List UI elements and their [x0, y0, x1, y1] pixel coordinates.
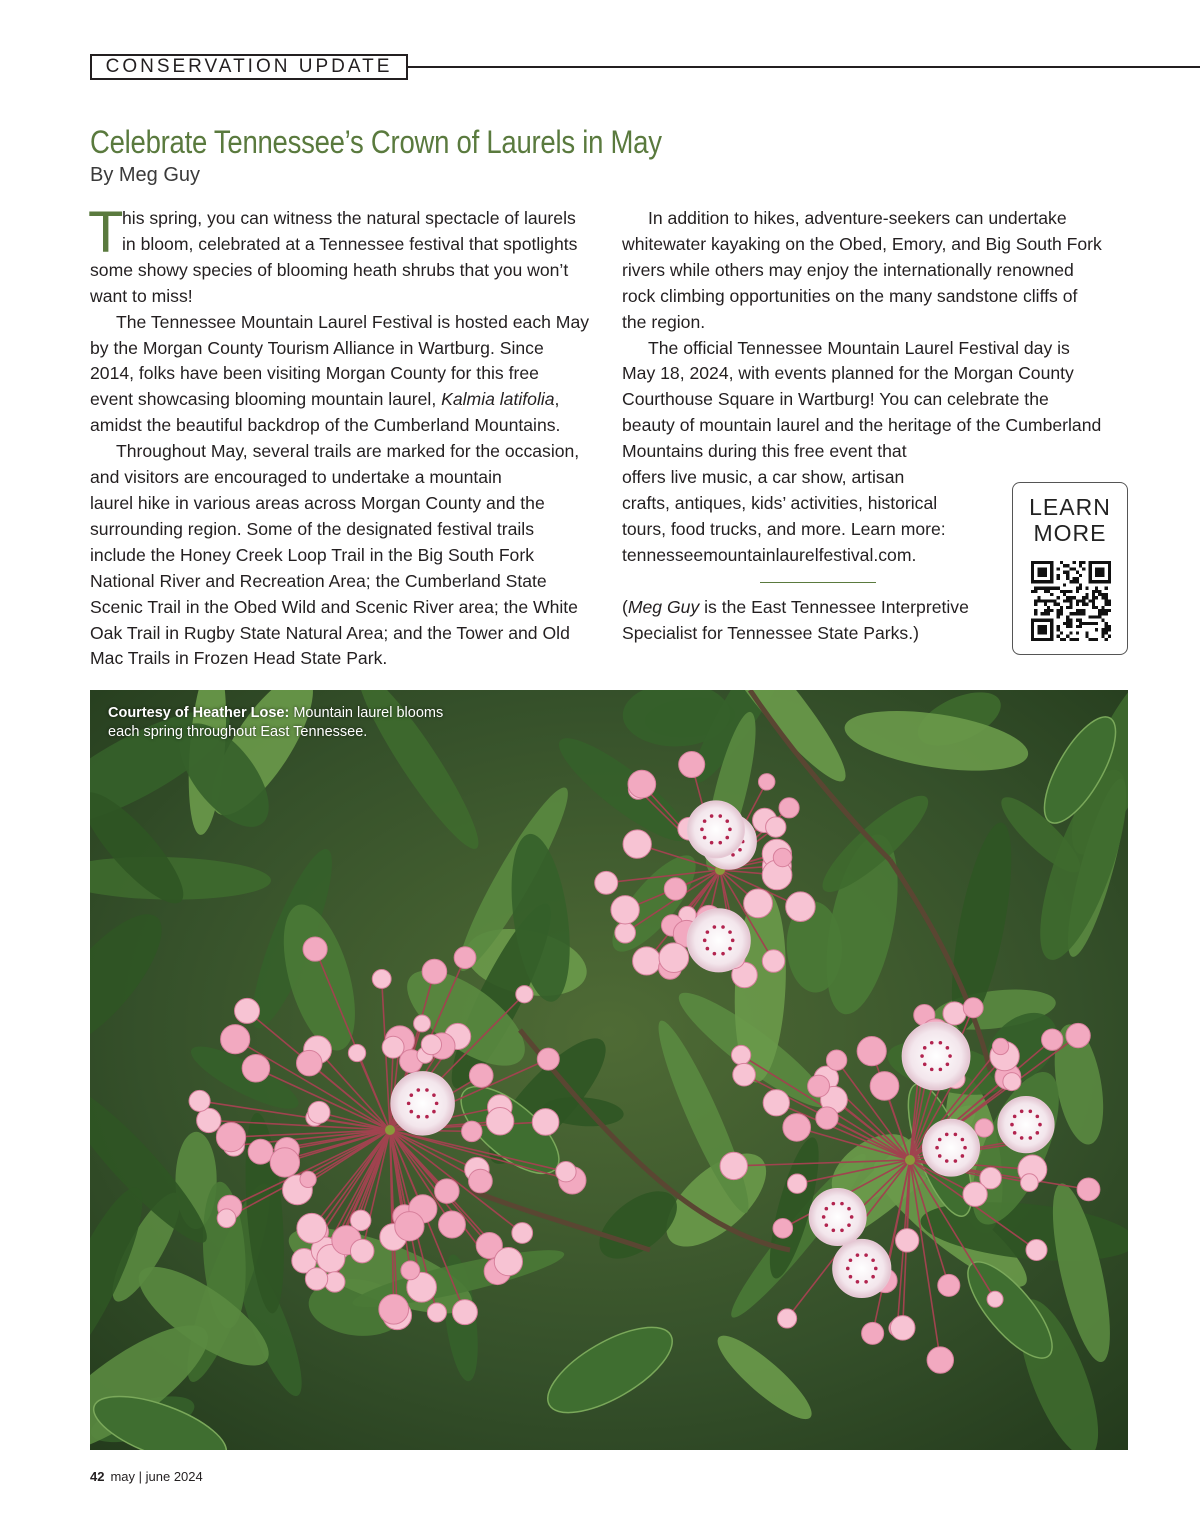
paragraph-line: Mountains during this free event that [622, 441, 907, 462]
flower-bud [808, 1075, 830, 1097]
flower-bud [1003, 1073, 1021, 1091]
species-name: Kalmia latifolia [441, 389, 555, 410]
photo-credit: Courtesy of Heather Lose: [108, 705, 290, 721]
festival-url-link[interactable]: tennesseemountainlaurelfestival.com. [622, 544, 917, 565]
drop-cap: T [88, 200, 124, 265]
stamen-dot [703, 819, 707, 823]
issue-label: may | june 2024 [110, 1469, 203, 1484]
stamen-dot [923, 1046, 927, 1050]
stamen-dot [840, 1228, 844, 1232]
flower-bud [217, 1209, 236, 1228]
text-run: event showcasing blooming mountain laurel, [90, 389, 442, 410]
flower-bud [1077, 1178, 1100, 1201]
stamen-dot [1029, 1136, 1033, 1140]
flower-bud [469, 1064, 493, 1088]
stamen-dot [718, 841, 722, 845]
paragraph-line: 2014, folks have been visiting Morgan County for this free [90, 363, 539, 384]
flower-bud [731, 1045, 750, 1064]
paragraph-line: Oak Trail in Rugby State Natural Area; and the Tower and Old [90, 622, 570, 643]
section-label: CONSERVATION UPDATE [90, 54, 408, 80]
stamen-dot [703, 939, 707, 943]
flower-bud [414, 1015, 431, 1032]
stamen-dot [710, 814, 714, 818]
flower-bud [401, 1261, 420, 1280]
stamen-dot [728, 930, 732, 934]
page-number: 42 [90, 1469, 105, 1484]
stamen-dot [432, 1093, 436, 1097]
paragraph-line: want to miss! [90, 285, 193, 306]
divider [760, 582, 876, 583]
stamen-dot [864, 1253, 868, 1257]
flower-bud [943, 1002, 966, 1025]
stamen-dot [825, 1223, 829, 1227]
stamen-dot [721, 952, 725, 956]
paragraph-line: The Tennessee Mountain Laurel Festival is hosted each May [116, 311, 590, 332]
flower-bud [235, 998, 260, 1023]
stamen-dot [1013, 1115, 1017, 1119]
paragraph-line: Mac Trails in Frozen Head State Park. [90, 648, 388, 669]
open-flower [833, 1239, 891, 1297]
flower-bud [297, 1213, 327, 1243]
flower-bud [422, 959, 447, 984]
text-run: , [554, 389, 560, 410]
stamen-dot [1020, 1109, 1024, 1113]
stamen-dot [713, 952, 717, 956]
flower-bud [595, 871, 618, 894]
flower-bud [890, 1316, 915, 1341]
open-flower [998, 1096, 1054, 1152]
paragraph-line: beauty of mountain laurel and the heritage of the Cumberland [622, 415, 1102, 436]
flower-bud [744, 889, 773, 918]
flower-bud [758, 774, 774, 790]
stamen-dot [1038, 1123, 1042, 1127]
stamen-dot [849, 1258, 853, 1262]
flower-bud [733, 1063, 756, 1086]
stamen-dot [435, 1102, 439, 1106]
paragraph-line: Specialist for Tennessee State Parks.) [622, 622, 919, 643]
flower-bud [778, 1309, 797, 1328]
flower-bud [486, 1108, 514, 1136]
paragraph-line: the region. [622, 311, 706, 332]
stamen-dot [938, 1154, 942, 1158]
stamen-dot [713, 925, 717, 929]
flower-bud [857, 1037, 886, 1066]
flower-bud [826, 1050, 846, 1070]
stamen-dot [1020, 1136, 1024, 1140]
stamen-dot [850, 1215, 854, 1219]
learn-more-line: MORE [1033, 520, 1107, 546]
paragraph-line: whitewater kayaking on the Obed, Emory, and Big South Fork [622, 233, 1102, 254]
paragraph-line: May 18, 2024, with events planned for the Morgan County [622, 363, 1074, 384]
flower-bud [469, 1169, 493, 1193]
flower-bud [395, 1212, 424, 1241]
stamen-dot [725, 836, 729, 840]
flower-bud [382, 1036, 404, 1058]
flower-bud [494, 1247, 522, 1275]
stamen-dot [874, 1267, 878, 1271]
flower-bud [963, 1182, 987, 1206]
flower-bud [1021, 1174, 1039, 1192]
flower-bud [927, 1347, 953, 1373]
flower-bud [372, 969, 391, 988]
caption-text: Mountain laurel blooms [289, 705, 444, 721]
stamen-dot [946, 1062, 950, 1066]
learn-more-line: LEARN [1029, 494, 1111, 520]
stamen-dot [410, 1093, 414, 1097]
flower-bud [189, 1090, 210, 1111]
stamen-dot [710, 841, 714, 845]
stamen-dot [432, 1110, 436, 1114]
paragraph-line [90, 387, 589, 413]
flower-bud [248, 1139, 273, 1164]
caption-text: each spring throughout East Tennessee. [108, 724, 368, 740]
paragraph-line: Throughout May, several trails are marked for the occasion, [116, 441, 580, 462]
cluster-center [385, 1125, 395, 1135]
flower-bud [516, 986, 533, 1003]
article-title: Celebrate Tennessee’s Crown of Laurels in May [90, 124, 662, 160]
flower-bud [766, 817, 786, 837]
paragraph-line: include the Honey Creek Loop Trail in the Big South Fork [90, 544, 535, 565]
stamen-dot [410, 1110, 414, 1114]
flower-bud [296, 1050, 322, 1076]
flower-bud [379, 1294, 409, 1324]
flower-bud [895, 1229, 918, 1252]
paragraph-line: amidst the beautiful backdrop of the Cumberland Mountains. [90, 415, 561, 436]
stamen-dot [738, 848, 742, 852]
paragraph-line: Scenic Trail in the Obed Wild and Scenic River area; the White [90, 596, 578, 617]
stamen-dot [728, 828, 732, 832]
qr-code-icon[interactable] [1031, 561, 1111, 641]
flower-bud [1066, 1023, 1090, 1047]
paragraph-line: laurel hike in various areas across Morgan County and the [90, 492, 545, 513]
flower-bud [773, 1218, 793, 1238]
stamen-dot [840, 1202, 844, 1206]
stamen-dot [847, 1223, 851, 1227]
flower-bud [1042, 1029, 1063, 1050]
stamen-dot [846, 1267, 850, 1271]
flower-bud [762, 950, 784, 972]
stamen-dot [825, 1207, 829, 1211]
stamen-dot [939, 1041, 943, 1045]
stamen-dot [961, 1138, 965, 1142]
stamen-dot [1036, 1131, 1040, 1135]
stamen-dot [728, 947, 732, 951]
flower-bud [512, 1223, 533, 1244]
flower-bud [303, 937, 327, 961]
stamen-dot [954, 1133, 958, 1137]
flower-bud [611, 896, 639, 924]
paragraph-line: Courthouse Square in Wartburg! You can celebrate the [622, 389, 1049, 410]
stamen-dot [920, 1054, 924, 1058]
stamen-dot [954, 1159, 958, 1163]
paragraph-line: and visitors are encouraged to undertake a mountain [90, 467, 502, 488]
flower-bud [787, 1174, 806, 1193]
flower-bud [975, 1119, 993, 1137]
photo-illustration [90, 690, 1128, 1450]
paragraph-line: rock climbing opportunities on the many sandstone cliffs of [622, 285, 1078, 306]
stamen-dot [706, 930, 710, 934]
flower-bud [435, 1179, 460, 1204]
paragraph-line: some showy species of blooming heath shrubs that you won’t [90, 259, 569, 280]
author-name: Meg Guy [627, 596, 700, 617]
paragraph-line: National River and Recreation Area; the Cumberland State [90, 570, 547, 591]
stamen-dot [946, 1046, 950, 1050]
stamen-dot [847, 1207, 851, 1211]
paragraph-line: offers live music, a car show, artisan [622, 467, 905, 488]
flower-bud [720, 1152, 747, 1179]
open-flower [687, 909, 750, 972]
section-rule [408, 66, 1200, 68]
stamen-dot [1036, 1115, 1040, 1119]
flower-bud [862, 1322, 884, 1344]
flower-bud [300, 1171, 316, 1187]
flower-bud [992, 1038, 1008, 1054]
flower-bud [779, 798, 799, 818]
flower-bud [783, 1114, 811, 1142]
stamen-dot [945, 1133, 949, 1137]
learn-more-box[interactable] [1012, 482, 1128, 655]
stamen-dot [706, 947, 710, 951]
stamen-dot [939, 1068, 943, 1072]
flower-bud [628, 770, 656, 798]
stamen-dot [721, 925, 725, 929]
open-flower [809, 1188, 866, 1245]
flower-bud [427, 1303, 446, 1322]
flower-bud [615, 922, 636, 943]
flower-bud [963, 998, 983, 1018]
open-flower [902, 1022, 970, 1090]
stamen-dot [1010, 1123, 1014, 1127]
paragraph-line: by the Morgan County Tourism Alliance in Wartburg. Since [90, 337, 544, 358]
stamen-dot [417, 1115, 421, 1119]
flower-bud [221, 1025, 250, 1054]
open-flower [391, 1072, 454, 1135]
stamen-dot [1029, 1109, 1033, 1113]
stamen-dot [700, 828, 704, 832]
flower-bud [305, 1268, 327, 1290]
stamen-dot [938, 1138, 942, 1142]
stamen-dot [407, 1102, 411, 1106]
stamen-dot [718, 814, 722, 818]
stamen-dot [849, 1275, 853, 1279]
flower-bud [216, 1122, 245, 1151]
stamen-dot [703, 836, 707, 840]
paragraph-line: In addition to hikes, adventure-seekers can undertake [648, 208, 1067, 228]
stamen-dot [725, 819, 729, 823]
stamen-dot [935, 1146, 939, 1150]
stamen-dot [832, 1202, 836, 1206]
flower-bud [462, 1121, 482, 1141]
photo-caption [108, 704, 443, 742]
paragraph-line: The official Tennessee Mountain Laurel Festival day is [648, 337, 1070, 358]
flower-bud [679, 752, 705, 778]
stamen-dot [923, 1062, 927, 1066]
stamen-dot [963, 1146, 967, 1150]
flower-bud [439, 1211, 466, 1238]
stamen-dot [948, 1054, 952, 1058]
flower-bud [659, 943, 689, 973]
stamen-dot [822, 1215, 826, 1219]
flower-bud [623, 830, 651, 858]
paragraph-line: his spring, you can witness the natural spectacle of laurels [122, 208, 576, 228]
stamen-dot [832, 1228, 836, 1232]
flower-bud [421, 1034, 441, 1054]
paragraph-line: in bloom, celebrated at a Tennessee festival that spotlights [122, 233, 578, 254]
mountain-laurel-photo [90, 690, 1128, 1450]
stamen-dot [425, 1115, 429, 1119]
page-footer [90, 1469, 203, 1484]
text-run: is the East Tennessee Interpretive [699, 596, 969, 617]
text-run: ( [622, 596, 628, 617]
stamen-dot [930, 1041, 934, 1045]
learn-more-label [1013, 494, 1127, 546]
paragraph-line: crafts, antiques, kids’ activities, historical [622, 492, 938, 513]
left-column [88, 200, 590, 672]
flower-bud [556, 1162, 576, 1182]
flower-bud [350, 1239, 374, 1263]
stamen-dot [961, 1154, 965, 1158]
stamen-dot [945, 1159, 949, 1163]
stamen-dot [871, 1275, 875, 1279]
flower-bud [242, 1054, 270, 1082]
flower-bud [452, 1300, 477, 1325]
stamen-dot [856, 1253, 860, 1257]
flower-bud [938, 1274, 960, 1296]
stamen-dot [864, 1280, 868, 1284]
byline: By Meg Guy [90, 164, 201, 186]
stamen-dot [871, 1258, 875, 1262]
paragraph-line: surrounding region. Some of the designated festival trails [90, 518, 535, 539]
flower-bud [270, 1148, 299, 1177]
flower-bud [870, 1072, 899, 1101]
open-flower [687, 801, 744, 858]
flower-bud [816, 1107, 838, 1129]
open-flower [923, 1119, 980, 1176]
paragraph-line: tours, food trucks, and more. Learn more: [622, 518, 946, 539]
stamen-dot [425, 1088, 429, 1092]
flower-bud [454, 947, 476, 969]
flower-bud [532, 1109, 559, 1136]
stamen-dot [731, 939, 735, 943]
stamen-dot [856, 1280, 860, 1284]
flower-bud [537, 1048, 559, 1070]
flower-bud [633, 947, 661, 975]
flower-bud [308, 1101, 330, 1123]
paragraph-line: rivers while others may enjoy the internationally renowned [622, 259, 1074, 280]
cluster-center [905, 1155, 915, 1165]
stamen-dot [930, 1068, 934, 1072]
flower-bud [664, 878, 686, 900]
flower-bud [773, 848, 792, 867]
flower-bud [763, 1090, 789, 1116]
flower-bud [348, 1044, 365, 1061]
flower-bud [987, 1291, 1003, 1307]
stamen-dot [417, 1088, 421, 1092]
flower-bud [786, 892, 816, 922]
stamen-dot [1013, 1131, 1017, 1135]
flower-bud [1026, 1240, 1047, 1261]
